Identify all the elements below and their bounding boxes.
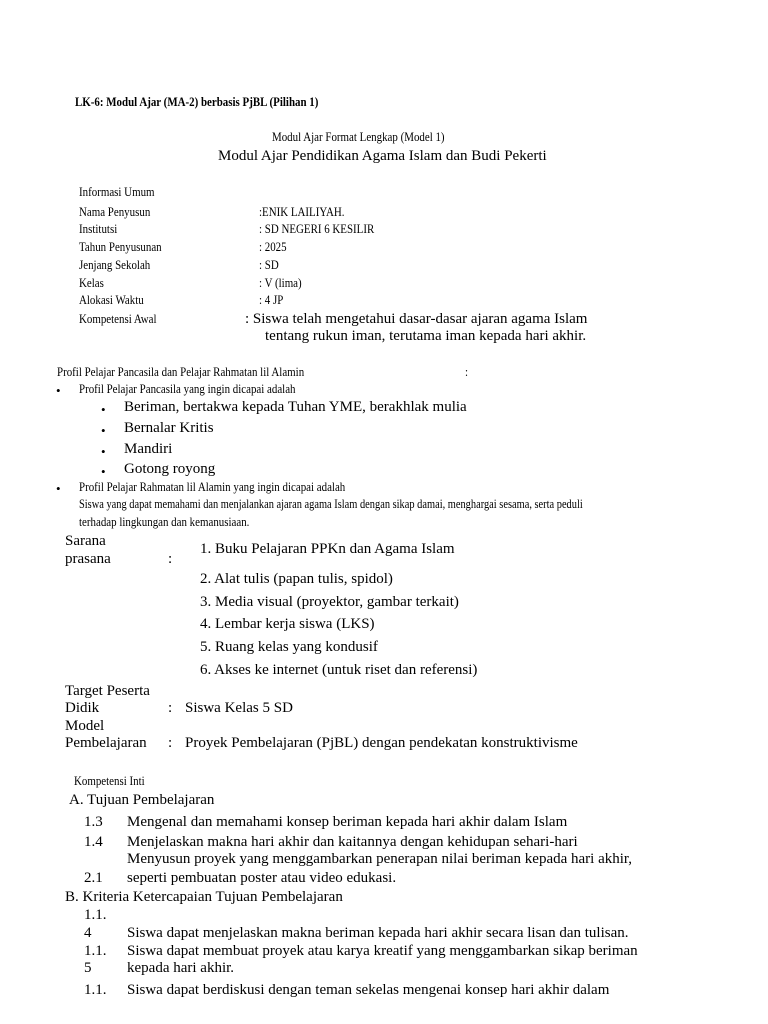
info-label-alokasi: Alokasi Waktu [79,292,144,307]
bullet-icon: • [101,402,106,417]
bullet-icon: • [101,464,106,479]
tujuan-number: 1.3 [84,814,103,830]
profil-pancasila-item: Mandiri [124,441,173,457]
document-title: Modul Ajar Pendidikan Agama Islam dan Budi Pekerti [218,148,547,164]
bullet-icon: • [101,444,106,459]
info-label-institusi: Institutsi [79,221,118,236]
kriteria-heading: B. Kriteria Ketercapaian Tujuan Pembelajaran [65,889,343,905]
info-value-jenjang: : SD [259,257,279,272]
kriteria-number: 1.1. [84,943,107,959]
kriteria-number: 4 [84,925,92,941]
info-value-kelas: : V (lima) [259,275,302,290]
profil-rahmatan-text-2: terhadap lingkungan dan kemanusiaan. [79,514,250,529]
sarana-item: 1. Buku Pelajaran PPKn dan Agama Islam [200,541,455,557]
target-colon: : [168,700,173,716]
tujuan-number: 2.1 [84,870,103,886]
sarana-colon: : [168,551,173,567]
bullet-icon: • [56,383,61,398]
kompetensi-inti-heading: Kompetensi Inti [74,773,145,788]
sarana-label-2: prasana [65,551,111,567]
info-value-alokasi: : 4 JP [259,292,284,307]
document-heading: LK-6: Modul Ajar (MA-2) berbasis PjBL (Pilihan 1) [75,94,319,109]
info-value-nama: :ENIK LAILIYAH. [259,204,345,219]
sarana-item: 6. Akses ke internet (untuk riset dan referensi) [200,662,478,678]
profil-pancasila-item: Gotong royong [124,461,216,477]
info-value-kompetensi-awal-2: tentang rukun iman, terutama iman kepada hari akhir. [265,328,587,344]
profil-pancasila-item: Bernalar Kritis [124,420,214,436]
sarana-item: 5. Ruang kelas yang kondusif [200,639,378,655]
info-label-kompetensi-awal: Kompetensi Awal [79,311,157,326]
info-value-tahun: : 2025 [259,239,287,254]
sarana-item: 2. Alat tulis (papan tulis, spidol) [200,571,393,587]
info-value-kompetensi-awal-1: : Siswa telah mengetahui dasar-dasar ajaran agama Islam [245,311,588,327]
tujuan-number: 1.4 [84,834,103,850]
bullet-icon: • [56,481,61,496]
bullet-icon: • [101,423,106,438]
info-label-jenjang: Jenjang Sekolah [79,257,151,272]
kriteria-text: kepada hari akhir. [127,960,235,976]
info-value-institusi: : SD NEGERI 6 KESILIR [259,221,375,236]
kriteria-text: Siswa dapat membuat proyek atau karya kreatif yang menggambarkan sikap beriman [127,943,638,959]
profil-pancasila-item: Beriman, bertakwa kepada Tuhan YME, berakhlak mulia [124,399,467,415]
model-label-1: Model [65,718,105,734]
profil-heading-colon: : [465,364,469,379]
tujuan-text: Mengenal dan memahami konsep beriman kepada hari akhir dalam Islam [127,814,568,830]
kriteria-text: Siswa dapat menjelaskan makna beriman kepada hari akhir secara lisan dan tulisan. [127,925,629,941]
profil-rahmatan-text-1: Siswa yang dapat memahami dan menjalankan ajaran agama Islam dengan sikap damai, menghargai sesama, serta peduli [79,496,583,511]
tujuan-text: seperti pembuatan poster atau video edukasi. [127,870,397,886]
info-label-kelas: Kelas [79,275,104,290]
profil-pancasila-intro: Profil Pelajar Pancasila yang ingin dicapai adalah [79,381,296,396]
tujuan-text: Menjelaskan makna hari akhir dan kaitannya dengan kehidupan sehari-hari [127,834,578,850]
tujuan-text: Menyusun proyek yang menggambarkan penerapan nilai beriman kepada hari akhir, [127,851,633,867]
sarana-label-1: Sarana [65,533,106,549]
tujuan-heading: A. Tujuan Pembelajaran [69,792,215,808]
kriteria-number: 5 [84,960,92,976]
profil-rahmatan-intro: Profil Pelajar Rahmatan lil Alamin yang ingin dicapai adalah [79,479,346,494]
sarana-item: 3. Media visual (proyektor, gambar terkait) [200,594,459,610]
sarana-item: 4. Lembar kerja siswa (LKS) [200,616,375,632]
kriteria-number: 1.1. [84,907,107,923]
kriteria-number: 1.1. [84,982,107,998]
kriteria-text: Siswa dapat berdiskusi dengan teman sekelas mengenai konsep hari akhir dalam [127,982,610,998]
info-section-heading: Informasi Umum [79,184,155,199]
profil-heading: Profil Pelajar Pancasila dan Pelajar Rahmatan lil Alamin [57,364,305,379]
target-value: Siswa Kelas 5 SD [185,700,293,716]
target-label-2: Didik [65,700,100,716]
model-colon: : [168,735,173,751]
document-subtitle: Modul Ajar Format Lengkap (Model 1) [272,129,445,144]
model-value: Proyek Pembelajaran (PjBL) dengan pendekatan konstruktivisme [185,735,578,751]
target-label-1: Target Peserta [65,683,150,699]
info-label-nama: Nama Penyusun [79,204,151,219]
model-label-2: Pembelajaran [65,735,147,751]
info-label-tahun: Tahun Penyusunan [79,239,162,254]
